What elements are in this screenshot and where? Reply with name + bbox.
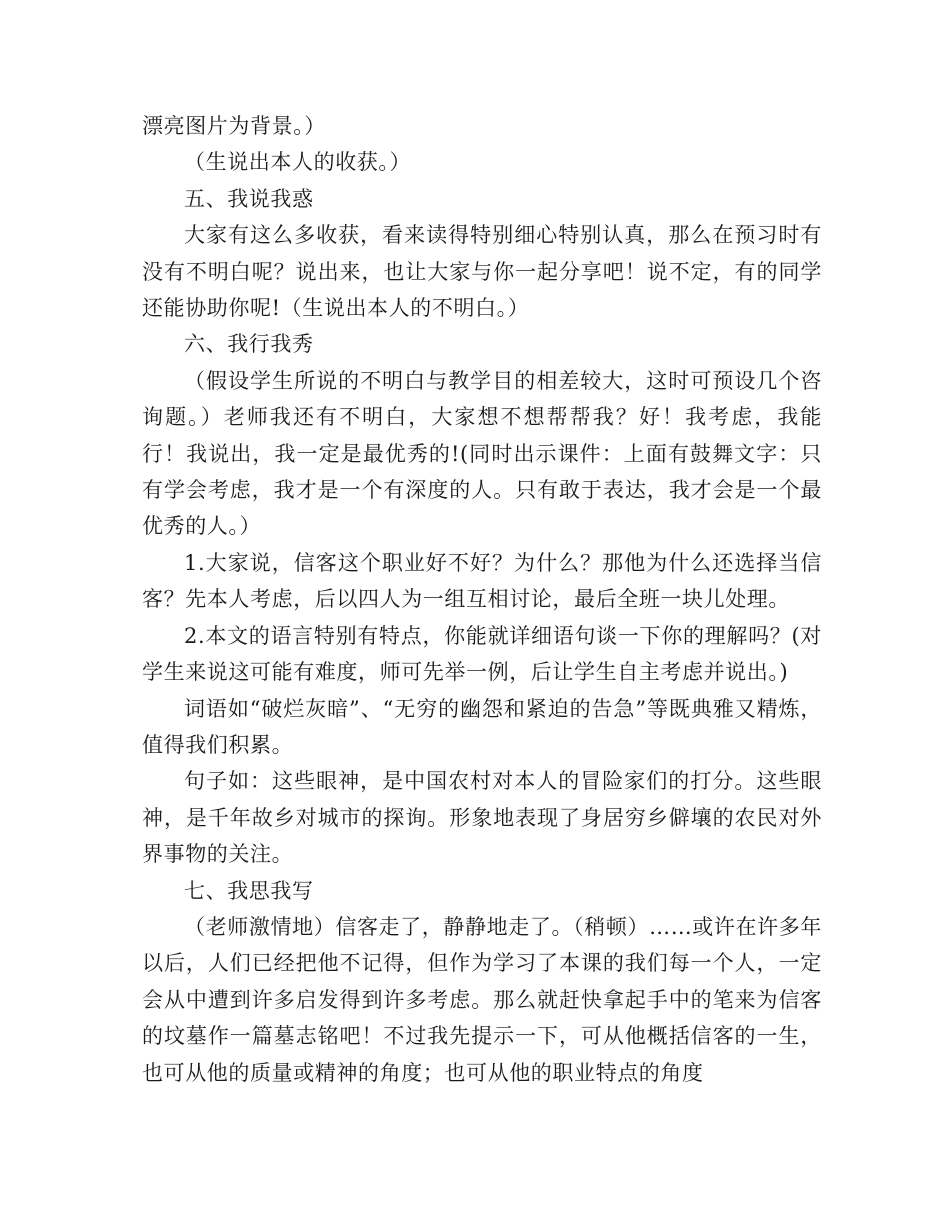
paragraph-question-1: 1.大家说，信客这个职业好不好？为什么？那他为什么还选择当信客？先本人考虑，后以四人为一组互相讨论，最后全班一块儿处理。 <box>142 550 822 612</box>
paragraph-continuation: 漂亮图片为背景。） <box>142 114 326 138</box>
document-body <box>142 108 822 1091</box>
paragraph-writing-task: （老师激情地）信客走了，静静地走了。（稍顿）……或许在许多年以后，人们已经把他不记得，但作为学习了本课的我们每一个人，一定会从中遭到许多启发得到许多考虑。那么就赶快拿起手中的笔来为信客的坟墓作一篇墓志铭吧！不过我先提示一下，可从他概括信客的一生，也可从他的质量或精神的角度；也可从他的职业特点的角度 <box>142 914 822 1085</box>
paragraph-teacher-prompt: （假设学生所说的不明白与教学目的相差较大，这时可预设几个咨询题。）老师我还有不明白，大家想不想帮帮我？好！我考虑，我能行！我说出，我一定是最优秀的!(同时出示课件：上面有鼓舞文字：只有学会考虑，我才是一个有深度的人。只有敢于表达，我才会是一个最优秀的人。） <box>142 368 822 539</box>
paragraph-question-2: 2.本文的语言特别有特点，你能就详细语句谈一下你的理解吗？(对学生来说这可能有难度，师可先举一例，后让学生自主考虑并说出。) <box>142 623 822 685</box>
paragraph-questions: 大家有这么多收获，看来读得特别细心特别认真，那么在预习时有没有不明白呢？说出来，也让大家与你一起分享吧！说不定，有的同学还能协助你呢!（生说出本人的不明白。） <box>142 223 822 321</box>
section-heading-5: 五、我说我惑 <box>184 186 314 211</box>
section-heading-7: 七、我思我写 <box>184 878 314 903</box>
paragraph-student-harvest: （生说出本人的收获。） <box>184 150 412 175</box>
paragraph-sentence-examples: 句子如：这些眼神，是中国农村对本人的冒险家们的打分。这些眼神，是千年故乡对城市的探询。形象地表现了身居穷乡僻壤的农民对外界事物的关注。 <box>142 769 822 867</box>
section-heading-6: 六、我行我秀 <box>184 332 314 357</box>
paragraph-word-examples: 词语如“破烂灰暗”、“无穷的幽怨和紧迫的告急”等既典雅又精炼，值得我们积累。 <box>142 696 822 757</box>
